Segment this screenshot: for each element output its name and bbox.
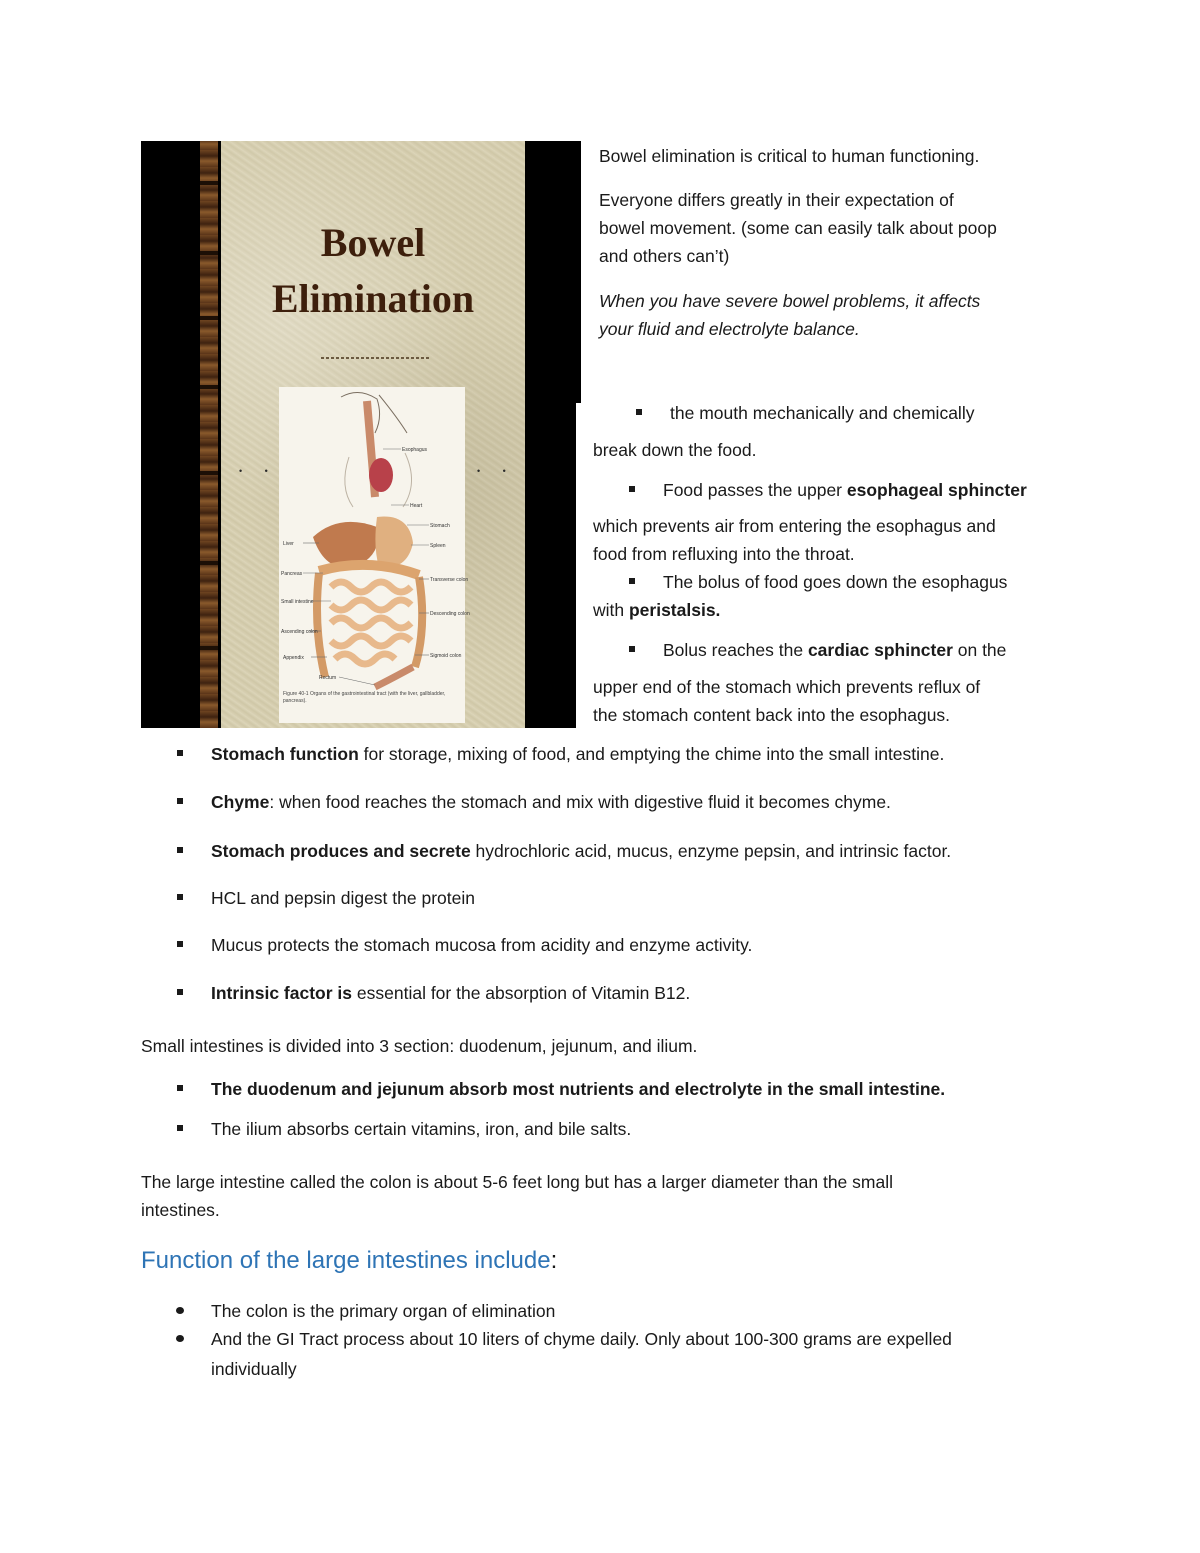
label-transverse-colon: Transverse colon: [430, 577, 469, 583]
bullet-square: [177, 847, 183, 853]
stomach-bullet-1: [211, 740, 944, 768]
mouth-bullet-2-line2: which prevents air from entering the esophagus and: [593, 516, 996, 536]
intro-paragraph-2-line1: Everyone differs greatly in their expectation of: [599, 190, 954, 210]
stomach-bullet-6: [211, 979, 690, 1007]
intro-paragraph-3-line1: When you have severe bowel problems, it affects: [599, 291, 981, 311]
mouth-bullet-3-line1: The bolus of food goes down the esophagus: [663, 572, 1008, 592]
stomach-bullet-6-text: essential for the absorption of Vitamin B12.: [352, 983, 691, 1003]
slide-dots-left: • •: [239, 466, 278, 476]
gi-tract-illustration: [279, 387, 470, 723]
stomach-bullet-4: HCL and pepsin digest the protein: [211, 888, 475, 908]
bullet-square: [629, 578, 635, 584]
gi-tract-diagram: [279, 387, 470, 723]
diagram-caption: Figure 40-1 Organs of the gastrointestinal tract (with the liver, gallbladder, pancreas).: [283, 691, 446, 704]
bullet-square: [177, 989, 183, 995]
strip-notch: [200, 471, 218, 475]
bullet-dot: [176, 1335, 184, 1342]
bullet-square: [629, 486, 635, 492]
large-intestine-bullet-1: The colon is the primary organ of elimination: [211, 1301, 556, 1321]
strip-notch: [200, 251, 218, 255]
mouth-bullet-3-text: with: [593, 600, 629, 620]
bullet-square: [177, 750, 183, 756]
slide-title-line2: Elimination: [271, 276, 475, 321]
intro-paragraph-2-line2: bowel movement. (some can easily talk about poop: [599, 218, 997, 238]
slide-paper: [221, 141, 525, 728]
mouth-bullet-4-line2: upper end of the stomach which prevents reflux of: [593, 677, 981, 697]
wood-strip: [200, 141, 218, 728]
intrinsic-factor-term: Intrinsic factor: [211, 983, 333, 1003]
heading-colon: :: [550, 1247, 558, 1274]
label-esophagus: Esophagus: [402, 447, 428, 453]
mouth-bullet-2-line1: [663, 476, 1027, 504]
slide-dots-right: • •: [477, 466, 516, 476]
mouth-bullet-1-line1: the mouth mechanically and chemically: [670, 403, 975, 423]
heading-text: Function of the large intestines include: [141, 1247, 551, 1274]
large-intestine-paragraph-line1: The large intestine called the colon is about 5-6 feet long but has a larger diameter than the small: [141, 1172, 893, 1192]
label-liver: Liver: [283, 541, 294, 547]
large-intestine-heading: [141, 1244, 557, 1278]
large-intestine-bullet-2-line1: And the GI Tract process about 10 liters of chyme daily. Only about 100-300 grams are expelled: [211, 1329, 952, 1349]
mouth-bullet-4-text-b: on the: [952, 640, 1007, 660]
strip-notch: [200, 316, 218, 320]
stomach-bullet-3: [211, 837, 951, 865]
mouth-bullet-4-line1: [663, 636, 1006, 664]
chyme-term: Chyme: [211, 792, 270, 812]
small-intestine-intro: Small intestines is divided into 3 section: duodenum, jejunum, and ilium.: [141, 1036, 698, 1056]
slide-edge-cut: [576, 403, 582, 728]
small-intestine-bullet-2: The ilium absorbs certain vitamins, iron, and bile salts.: [211, 1119, 632, 1139]
stomach-bullet-5: Mucus protects the stomach mucosa from acidity and enzyme activity.: [211, 935, 753, 955]
slide-black-band: [525, 141, 581, 728]
label-rectum: Rectum: [319, 675, 337, 681]
label-heart: Heart: [410, 503, 423, 509]
mouth-bullet-4-text-a: Bolus reaches the: [663, 640, 808, 660]
label-pancreas: Pancreas: [281, 571, 303, 577]
label-ascending-colon: Ascending colon: [281, 629, 318, 635]
stomach-produces-term: Stomach produces and secrete: [211, 841, 471, 861]
label-appendix: Appendix: [283, 655, 304, 661]
mouth-bullet-1-line2: break down the food.: [593, 440, 757, 460]
strip-notch: [200, 385, 218, 389]
intro-paragraph-1: Bowel elimination is critical to human functioning.: [599, 146, 980, 166]
label-stomach: Stomach: [430, 523, 450, 529]
mouth-bullet-2-line3: food from refluxing into the throat.: [593, 544, 855, 564]
bullet-dot: [176, 1307, 184, 1314]
stomach-function-term: Stomach function: [211, 744, 359, 764]
cardiac-sphincter-term: cardiac sphincter: [807, 640, 953, 660]
label-sigmoid-colon: Sigmoid colon: [430, 653, 462, 659]
intrinsic-factor-is: is: [332, 983, 353, 1003]
mouth-bullet-2-text: Food passes the upper: [663, 480, 847, 500]
peristalsis-term: peristalsis.: [628, 600, 721, 620]
label-spleen: Spleen: [430, 543, 446, 549]
label-small-intestine: Small intestine: [281, 599, 314, 605]
bullet-square: [177, 894, 183, 900]
slide-divider: [321, 357, 431, 359]
bullet-square: [177, 941, 183, 947]
large-intestine-paragraph-line2: intestines.: [141, 1200, 220, 1220]
stomach-bullet-3-text: hydrochloric acid, mucus, enzyme pepsin, and intrinsic factor.: [470, 841, 952, 861]
large-intestine-bullet-2-line2: individually: [211, 1359, 297, 1379]
strip-notch: [200, 181, 218, 185]
strip-notch: [200, 561, 218, 565]
bullet-square: [177, 1085, 183, 1091]
slide-image: [141, 141, 581, 728]
slide-title-line1: Bowel: [320, 220, 426, 265]
mouth-bullet-3-line2: [593, 596, 720, 624]
intro-paragraph-3-line2: your fluid and electrolyte balance.: [599, 319, 860, 339]
bullet-square: [629, 646, 635, 652]
esophageal-sphincter-term: esophageal sphincter: [846, 480, 1027, 500]
intro-paragraph-2-line3: and others can’t): [599, 246, 730, 266]
strip-notch: [200, 646, 218, 650]
bullet-square: [636, 409, 642, 415]
stomach-bullet-2: [211, 788, 891, 816]
small-intestine-bullet-1: The duodenum and jejunum absorb most nutrients and electrolyte in the small intestine.: [211, 1079, 946, 1099]
label-descending-colon: Descending colon: [430, 611, 470, 617]
bullet-square: [177, 798, 183, 804]
bullet-square: [177, 1125, 183, 1131]
mouth-bullet-4-line3: the stomach content back into the esophagus.: [593, 705, 951, 725]
stomach-bullet-1-text: for storage, mixing of food, and emptying the chime into the small intestine.: [358, 744, 945, 764]
stomach-bullet-2-text: : when food reaches the stomach and mix with digestive fluid it becomes chyme.: [269, 792, 891, 812]
